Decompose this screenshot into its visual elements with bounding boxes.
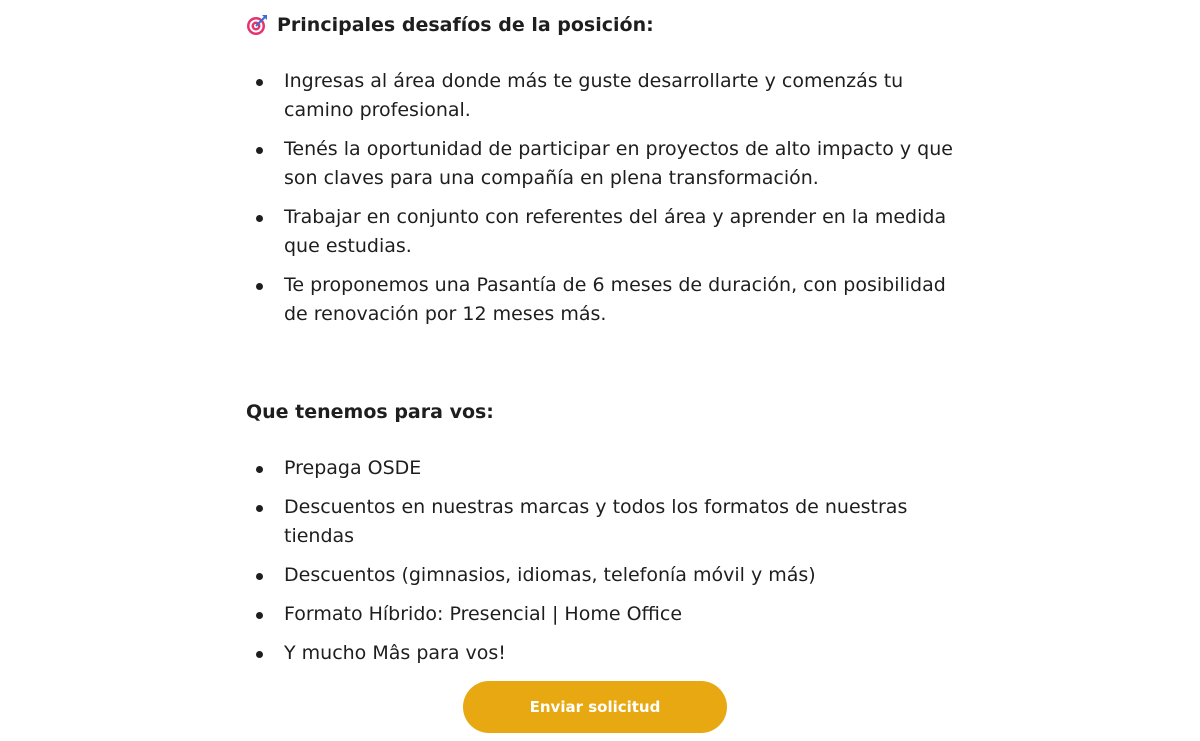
list-item-text: Descuentos en nuestras marcas y todos los formatos de nuestras tiendas (284, 496, 908, 547)
benefits-list (246, 454, 966, 678)
challenges-title: Principales desafíos de la posición: (277, 14, 654, 36)
list-item-text: Prepaga OSDE (284, 457, 422, 479)
list-item-text: Y mucho Mâs para vos! (284, 642, 506, 664)
list-item (246, 454, 966, 483)
bullet-icon (256, 466, 263, 473)
list-item (246, 639, 966, 668)
list-item-text: Descuentos (gimnasios, idiomas, telefonía móvil y más) (284, 564, 816, 586)
bullet-icon (256, 283, 263, 290)
list-item (246, 271, 966, 329)
benefits-heading (246, 401, 494, 423)
list-item (246, 203, 966, 261)
list-item (246, 600, 966, 629)
benefits-title: Que tenemos para vos: (246, 401, 494, 423)
list-item-text: Trabajar en conjunto con referentes del área y aprender en la medida que estudias. (284, 206, 947, 257)
list-item (246, 67, 966, 125)
list-item (246, 493, 966, 551)
list-item-text: Tenés la oportunidad de participar en proyectos de alto impacto y que son claves para una compañía en plena transformación. (284, 138, 953, 189)
list-item-text: Formato Híbrido: Presencial | Home Office (284, 603, 683, 625)
bullet-icon (256, 147, 263, 154)
bullet-icon (256, 651, 263, 658)
list-item-text: Ingresas al área donde más te guste desarrollarte y comenzás tu camino profesional. (284, 70, 904, 121)
bullet-icon (256, 573, 263, 580)
challenges-list (246, 67, 966, 339)
list-item-text: Te proponemos una Pasantía de 6 meses de duración, con posibilidad de renovación por 12 meses más. (284, 274, 946, 325)
challenges-heading (246, 14, 654, 36)
list-item (246, 135, 966, 193)
bullet-icon (256, 612, 263, 619)
bullet-icon (256, 505, 263, 512)
bullet-icon (256, 79, 263, 86)
direct-hit-target-icon (246, 14, 268, 36)
list-item (246, 561, 966, 590)
bullet-icon (256, 215, 263, 222)
send-application-button[interactable]: Enviar solicitud (463, 681, 727, 733)
